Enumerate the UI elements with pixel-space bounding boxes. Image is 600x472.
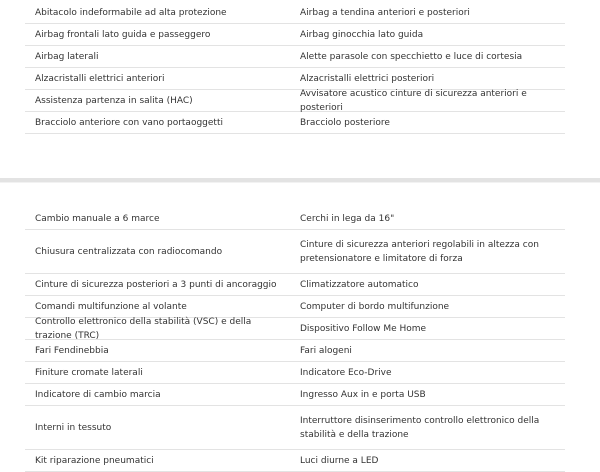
feature-cell: Airbag laterali — [35, 51, 99, 62]
table-row — [25, 406, 565, 450]
feature-cell: Airbag frontali lato guida e passeggero — [35, 29, 211, 40]
table-row — [25, 208, 565, 230]
feature-cell: Alette parasole con specchietto e luce di cortesia — [300, 51, 523, 62]
feature-cell: Cinture di sicurezza posteriori a 3 punti di ancoraggio — [35, 279, 277, 290]
equipment-table-2 — [25, 208, 565, 472]
table-row — [25, 112, 565, 134]
feature-cell: Climatizzatore automatico — [300, 279, 419, 290]
feature-cell: Cambio manuale a 6 marce — [35, 213, 160, 224]
feature-cell: Cerchi in lega da 16" — [300, 213, 395, 224]
feature-cell: Indicatore di cambio marcia — [35, 389, 161, 400]
table-row — [25, 318, 565, 340]
feature-cell: Cinture di sicurezza anteriori regolabili in altezza con pretensionatore e limitatore di forza — [300, 239, 539, 264]
feature-cell: Interruttore disinserimento controllo elettronico della stabilità e della trazione — [300, 415, 540, 440]
feature-cell: Bracciolo posteriore — [300, 117, 390, 128]
feature-cell: Dispositivo Follow Me Home — [300, 323, 427, 334]
feature-cell: Fari Fendinebbia — [35, 345, 109, 356]
feature-cell: Alzacristalli elettrici posteriori — [300, 73, 435, 84]
feature-cell: Fari alogeni — [300, 345, 352, 356]
table-row — [25, 2, 565, 24]
feature-cell: Avvisatore acustico cinture di sicurezza anteriori e posteriori — [300, 88, 527, 113]
feature-cell: Controllo elettronico della stabilità (VSC) e della trazione (TRC) — [35, 316, 252, 341]
feature-cell: Kit riparazione pneumatici — [35, 455, 154, 466]
table-row — [25, 384, 565, 406]
feature-cell: Airbag ginocchia lato guida — [300, 29, 424, 40]
table-row — [25, 362, 565, 384]
feature-cell: Alzacristalli elettrici anteriori — [35, 73, 165, 84]
table-row — [25, 230, 565, 274]
feature-cell: Chiusura centralizzata con radiocomando — [35, 246, 223, 257]
table-row — [25, 46, 565, 68]
table-row — [25, 24, 565, 46]
table-row — [25, 340, 565, 362]
feature-cell: Indicatore Eco-Drive — [300, 367, 392, 378]
feature-cell: Computer di bordo multifunzione — [300, 301, 450, 312]
section-divider-shadow — [0, 182, 600, 183]
table-row — [25, 90, 565, 112]
feature-cell: Airbag a tendina anteriori e posteriori — [300, 7, 470, 18]
feature-cell: Abitacolo indeformabile ad alta protezione — [35, 7, 227, 18]
feature-cell: Assistenza partenza in salita (HAC) — [35, 95, 193, 106]
table-row — [25, 450, 565, 472]
feature-cell: Finiture cromate laterali — [35, 367, 143, 378]
table-row — [25, 274, 565, 296]
feature-cell: Interni in tessuto — [35, 422, 112, 433]
feature-cell: Ingresso Aux in e porta USB — [300, 389, 426, 400]
equipment-table-1 — [25, 2, 565, 134]
feature-cell: Luci diurne a LED — [300, 455, 379, 466]
feature-cell: Comandi multifunzione al volante — [35, 301, 187, 312]
feature-cell: Bracciolo anteriore con vano portaoggetti — [35, 117, 223, 128]
